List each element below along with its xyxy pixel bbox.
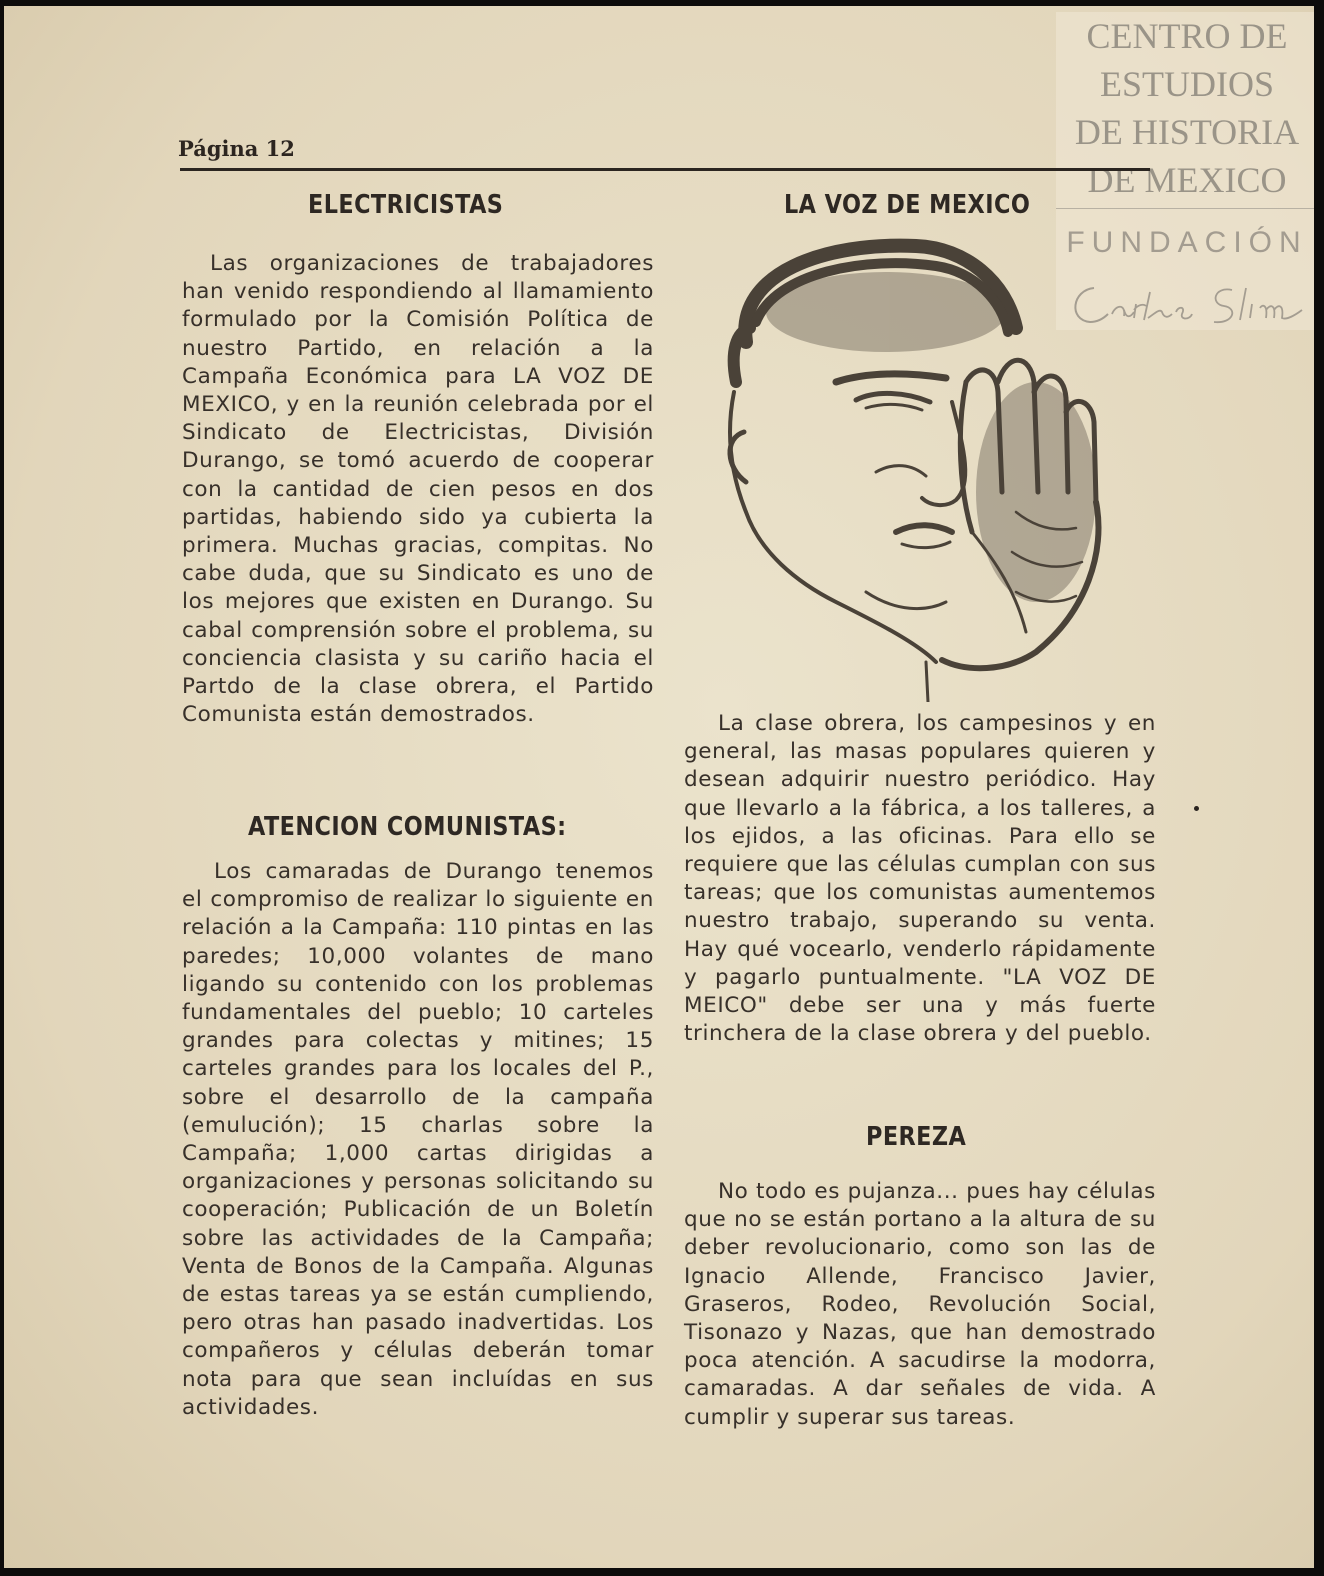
header-rule xyxy=(180,168,1150,171)
electricistas-body: Las organizaciones de trabajadores han venido respondiendo al llamamiento formulado por la Comisión Política de nuestro Partido, en relación a la Campaña Económica para LA VOZ DE MEXICO, y en la reunión celebrada por el Sindicato de Electricistas, División Durango, se tomó acuerdo de cooperar con la cantidad de cien pesos en dos partidas, habiendo sido ya cubierta la primera. Muchas gracias, compitas. No cabe duda, que su Sindicato es uno de los mejores que existen en Durango. Su cabal comprensión sobre el problema, su conciencia clasista y su cariño hacia el Partdo de la clase obrera, el Partido Comunista están demostrados. xyxy=(182,251,654,728)
watermark-line: ESTUDIOS xyxy=(1099,64,1274,104)
ink-speck xyxy=(1194,806,1199,811)
watermark-line: DE HISTORIA xyxy=(1074,112,1300,152)
electricistas-heading: ELECTRICISTAS xyxy=(308,190,504,220)
pereza-heading: PEREZA xyxy=(866,1122,967,1152)
pereza-body: No todo es pujanza... pues hay células que no se están portano a la altura de su deber revolucionario, como son las de Ignacio Allende, Francisco Javier, Graseros, Rodeo, Revolución Social, Tisonazo y Nazas, que han demostrado poca atención. A sacudirse la modorra, camaradas. A dar señales de vida. A cumplir y superar sus tareas. xyxy=(684,1179,1156,1430)
newspaper-page xyxy=(4,6,1314,1568)
atencion-heading: ATENCION COMUNISTAS: xyxy=(248,812,567,842)
atencion-body: Los camaradas de Durango tenemos el compromiso de realizar lo siguiente en relación a la Campaña: 110 pintas en las paredes; 10,000 volantes de mano ligando su contenido con los problemas fundamentales del pueblo; 10 carteles grandes para colectas y mitines; 15 carteles grandes para los locales del P., sobre el desarrollo de la campaña (emulución); 15 charlas sobre la Campaña; 1,000 cartas dirigidas a organizaciones y personas solicitando su cooperación; Publicación de un Boletín sobre las actividades de la Campaña; Venta de Bonos de la Campaña. Algunas de estas tareas ya se están cumpliendo, pero otras han pasado inadvertidas. Los compañeros y células deberán tomar nota para que sean incluídas en sus actividades. xyxy=(182,859,654,1420)
watermark-divider xyxy=(1056,208,1314,209)
la-voz-body: La clase obrera, los campesinos y en general, las masas populares quieren y desean adquirir nuestro periódico. Hay que llevarlo a la fábrica, a los talleres, a los ejidos, a las oficinas. Para ello se requiere que las células cumplan con sus tareas; que los comunistas aumentemos nuestro trabajo, superando su venta. Hay qué vocearlo, venderlo rápidamente y pagarlo puntualmente. "LA VOZ DE MEICO" debe ser una y más fuerte trinchera de la clase obrera y del pueblo. xyxy=(684,711,1156,1047)
la-voz-heading: LA VOZ DE MEXICO xyxy=(784,190,1031,220)
page-number: Página 12 xyxy=(178,136,295,161)
watermark-line: CENTRO DE xyxy=(1086,16,1288,56)
listening-face-illustration xyxy=(716,232,1146,702)
watermark-line: DE MEXICO xyxy=(1087,160,1287,200)
watermark-foundation: FUNDACIÓN xyxy=(1066,226,1308,259)
